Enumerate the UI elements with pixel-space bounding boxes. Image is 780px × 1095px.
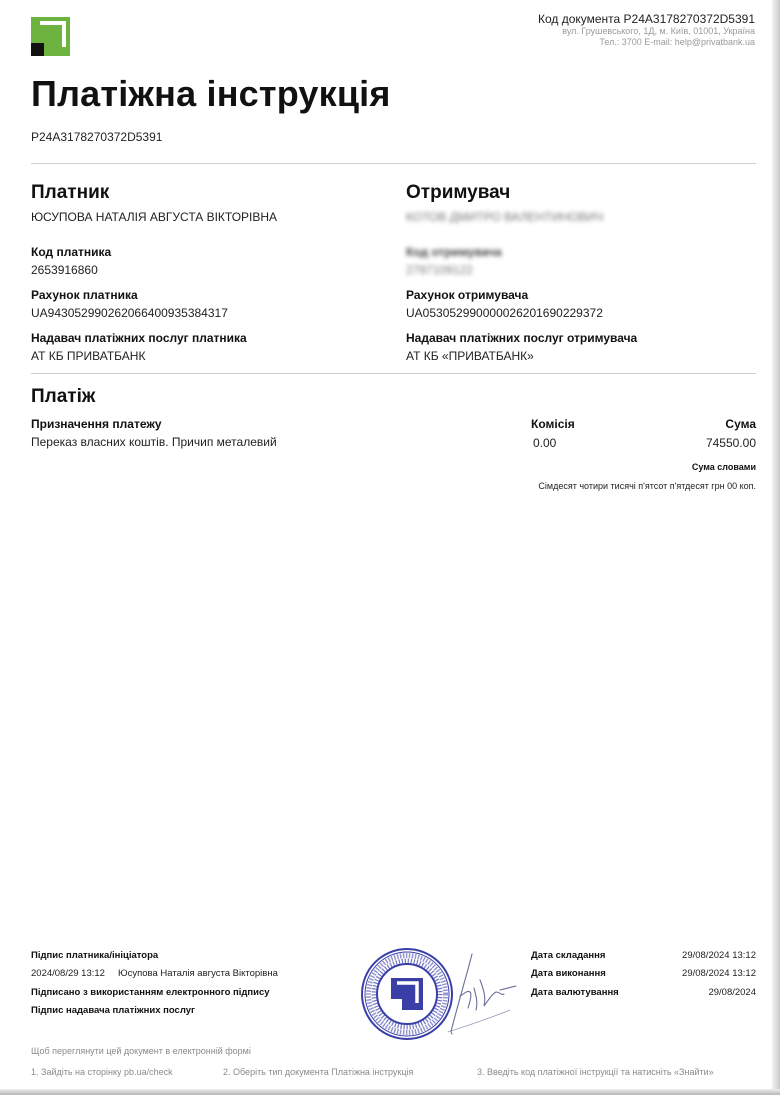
created-date-label: Дата складання <box>531 950 606 961</box>
initiator-sign-label: Підпис платника/ініціатора <box>31 950 159 961</box>
sum-words-label: Сума словами <box>691 462 756 472</box>
initiator-sign-name: Юсупова Наталія августа Вікторівна <box>118 968 278 979</box>
divider <box>31 373 756 374</box>
recipient-provider: АТ КБ «ПРИВАТБАНК» <box>406 349 534 363</box>
recipient-account: UA053052990000026201690229372 <box>406 306 603 320</box>
commission-value: 0.00 <box>533 436 557 450</box>
bank-address: вул. Грушевського, 1Д, м. Київ, 01001, Україна <box>562 26 755 36</box>
payer-code-label: Код платника <box>31 245 112 259</box>
page-title: Платіжна інструкція <box>31 73 391 114</box>
executed-date: 29/08/2024 13:12 <box>682 968 756 979</box>
payer-account: UA943052990262066400935384317 <box>31 306 228 320</box>
document-code: Код документа P24A3178270372D5391 <box>537 12 755 26</box>
payer-code: 2653916860 <box>31 263 98 277</box>
sum-words-value: Сімдесят чотири тисячі п'ятсот п'ятдесят грн 00 коп. <box>538 481 756 491</box>
divider <box>31 163 756 164</box>
value-date-label: Дата валютування <box>531 987 619 998</box>
recipient-name: КОТОВ ДМИТРО ВАЛЕНТИНОВИЧ <box>406 210 604 224</box>
payer-heading: Платник <box>31 182 110 203</box>
e-sign-note: Підписано з використанням електронного підпису <box>31 987 270 998</box>
recipient-account-label: Рахунок отримувача <box>406 288 529 302</box>
executed-date-label: Дата виконання <box>531 968 606 979</box>
sum-value: 74550.00 <box>705 436 756 450</box>
recipient-provider-label: Надавач платіжних послуг отримувача <box>406 331 638 345</box>
payer-provider-label: Надавач платіжних послуг платника <box>31 331 247 345</box>
bank-contacts: Тел.: 3700 E-mail: help@privatbank.ua <box>599 37 755 47</box>
footer-step-3: 3. Введіть код платіжної інструкції та натисніть «Знайти» <box>477 1067 714 1077</box>
payment-heading: Платіж <box>31 386 96 407</box>
payer-name: ЮСУПОВА НАТАЛІЯ АВГУСТА ВІКТОРІВНА <box>31 210 278 224</box>
initiator-sign-date: 2024/08/29 13:12 <box>31 968 105 979</box>
footer-step-1: 1. Зайдіть на сторінку pb.ua/check <box>31 1067 173 1077</box>
payer-provider: АТ КБ ПРИВАТБАНК <box>31 349 146 363</box>
recipient-code: 2797109122 <box>406 263 473 277</box>
payer-account-label: Рахунок платника <box>31 288 138 302</box>
document-id: P24A3178270372D5391 <box>31 130 163 144</box>
privatbank-logo-icon <box>31 17 70 56</box>
footer-step-2: 2. Оберіть тип документа Платіжна інструкція <box>223 1067 414 1077</box>
footer-intro: Щоб переглянути цей документ в електронній формі <box>31 1046 251 1056</box>
purpose-value: Переказ власних коштів. Причип металевий <box>31 435 277 449</box>
recipient-heading: Отримувач <box>406 182 511 203</box>
sum-label: Сума <box>725 417 756 431</box>
commission-label: Комісія <box>531 417 575 431</box>
created-date: 29/08/2024 13:12 <box>682 950 756 961</box>
purpose-label: Призначення платежу <box>31 417 162 431</box>
recipient-code-label: Код отримувача <box>406 245 502 259</box>
header-info <box>538 12 755 48</box>
page-edge-shadow <box>772 0 780 1095</box>
provider-sign-label: Підпис надавача платіжних послуг <box>31 1005 195 1016</box>
handwritten-signature-icon <box>440 950 520 1040</box>
value-date: 29/08/2024 <box>708 987 756 998</box>
page-edge-shadow <box>0 1089 780 1095</box>
